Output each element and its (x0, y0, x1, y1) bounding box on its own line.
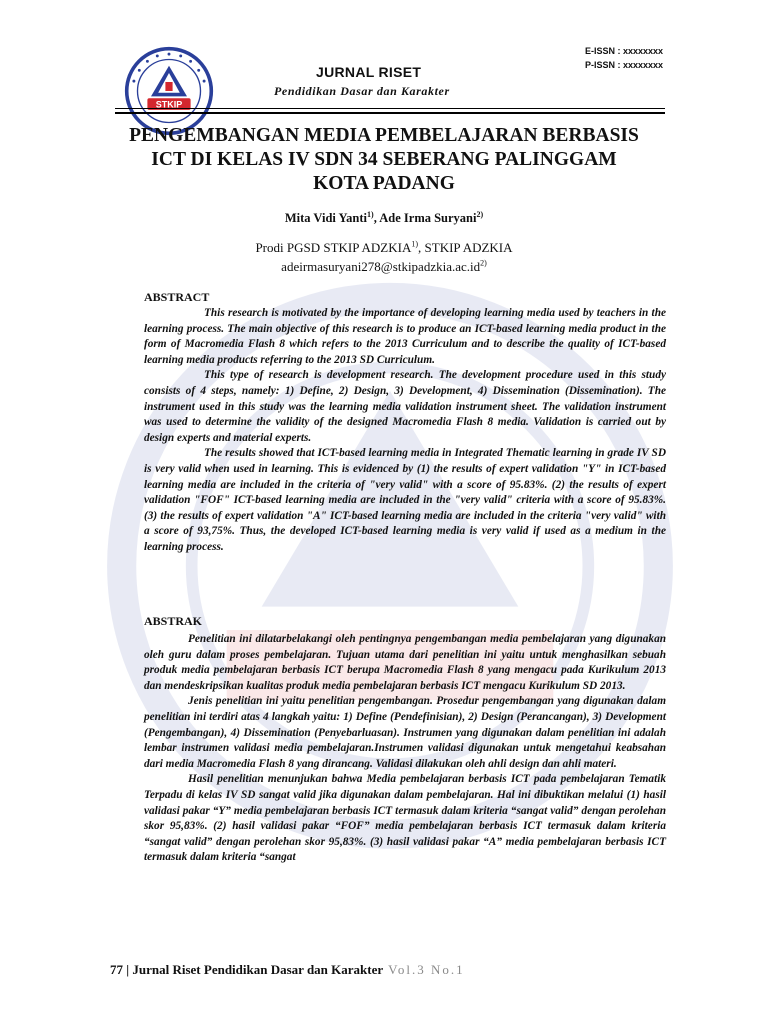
abstrak-paragraph: Jenis penelitian ini yaitu penelitian pengembangan. Prosedur pengembangan yang digunakan dalam penelitian ini terdiri atas 4 langkah yaitu: 1) Define (Pendefinisian), 2) Design (Perancangan), 3) Development (Pengembangan), 4) Dissemination (Penyebarluasan). Instrumen yang digunakan dalam penelitian ini adalah lembar instrumen validasi media pembelajaran.Instrumen validasi digunakan untuk mengetahui keabsahan dari media Macromedia Flash 8 yang dirancang. Validasi dilakukan oleh ahli design dan ahli materi. (144, 695, 666, 770)
affil-part-1: Prodi PGSD STKIP ADZKIA (255, 240, 412, 255)
header-rule-thin (115, 108, 665, 109)
issn-block (585, 44, 663, 72)
abstract-english (144, 306, 666, 556)
author-1-sup: 1) (367, 209, 374, 219)
stkip-logo (124, 46, 214, 136)
author-separator: , (373, 211, 380, 225)
header-rule-thick (115, 112, 665, 114)
affil-part-2: , STKIP ADZKIA (418, 240, 513, 255)
abstract-heading: ABSTRACT (144, 290, 210, 304)
logo-text: STKIP (155, 99, 183, 110)
title-line-3: KOTA PADANG (313, 173, 455, 194)
abstrak-paragraph: Hasil penelitian menunjukan bahwa Media pembelajaran berbasis ICT pada pembelajaran Tematik Terpadu di kelas IV SD sangat valid jika digunakan dalam pembelajaran. Hal ini dibuktikan melalui (1) hasil validasi pakar “Y” media pembelajaran berbasis ICT termasuk dalam kriteria “sangat valid” dengan perolehan skor 95,83%. (2) hasil validasi pakar “FOF” media pembelajaran berbasis ICT termasuk dalam kriteria “sangat valid” dengan perolehan skor 95,83%. (3) hasil validasi pakar “A” media pembelajaran berbasis ICT termasuk dalam kriteria “sangat (144, 773, 666, 864)
author-email: adeirmasuryani278@stkipadzkia.ac.id (281, 259, 481, 274)
article-title (110, 124, 658, 196)
p-issn: P-ISSN : xxxxxxxx (584, 60, 663, 70)
author-1: Mita Vidi Yanti (284, 211, 368, 225)
journal-name: JURNAL RISET (316, 64, 422, 80)
email-sup: 2) (480, 258, 487, 268)
journal-subtitle: Pendidikan Dasar dan Karakter (274, 84, 450, 98)
abstract-indonesian (144, 632, 666, 866)
abstrak-paragraph: Penelitian ini dilatarbelakangi oleh pentingnya pengembangan media pembelajaran yang digunakan oleh guru dalam proses pembelajaran. Tujuan utama dari penelitian ini yaitu untuk menghasilkan sebuah produk media pembelajaran berbasis ICT berupa Macromedia Flash 8 yang mengacu pada Kurikulum 2013 dan mendeskripsikan kualitas produk media pembelajaran berbasis ICT mengacu Kurikulum SD 2013. (144, 633, 666, 692)
footer-volume: Vol.3 No.1 (383, 962, 465, 977)
abstract-paragraph: The results showed that ICT-based learning media in Integrated Thematic learning in grade IV SD is very valid when used in learning. This is evidenced by (1) the results of expert validation "Y" in ICT-based learning media are included in the criteria of "very valid" with a score of 95.83%. (2) the results of expert validation "FOF" ICT-based learning media are included in the "very valid" criteria with a score of 95.83%. (3) the results of expert validation "A" ICT-based learning media are included in the criteria "very valid" with a score of 93,75%. Thus, the developed ICT-based learning media is very valid if used as a medium in the learning process. (144, 447, 666, 553)
footer-journal: Jurnal Riset Pendidikan Dasar dan Karakter (132, 962, 384, 977)
affiliation (110, 238, 658, 276)
abstract-paragraph: This research is motivated by the importance of developing learning media used by teachers in the learning process. The main objective of this research is to produce an ICT-based learning media product in the form of Macromedia Flash 8 which refers to the 2013 Curriculum and to describe the quality of ICT-based learning media products referring to the 2013 SD Curriculum. (144, 307, 666, 366)
title-line-2: ICT DI KELAS IV SDN 34 SEBERANG PALINGGAM (151, 149, 617, 170)
affil-sup-1: 1) (411, 239, 419, 249)
title-line-1: PENGEMBANGAN MEDIA PEMBELAJARAN BERBASIS (129, 125, 639, 146)
abstract-paragraph: This type of research is development research. The development procedure used in this study consists of 4 steps, namely: 1) Define, 2) Design, 3) Development, 4) Dissemination (Dissemination). The instrument used in this study was the learning media validation instrument sheet. The validation instrument was used to determine the validity of the designed Macromedia Flash 8 media. Validation is carried out by design experts and material experts. (144, 369, 666, 444)
author-2: Ade Irma Suryani (379, 211, 477, 225)
author-2-sup: 2) (476, 209, 484, 219)
authors (110, 211, 658, 226)
page-number: 77 (110, 962, 123, 977)
footer-separator: | (123, 962, 133, 977)
e-issn: E-ISSN : xxxxxxxx (584, 46, 663, 56)
page-footer (110, 962, 465, 978)
abstrak-heading: ABSTRAK (144, 614, 203, 628)
